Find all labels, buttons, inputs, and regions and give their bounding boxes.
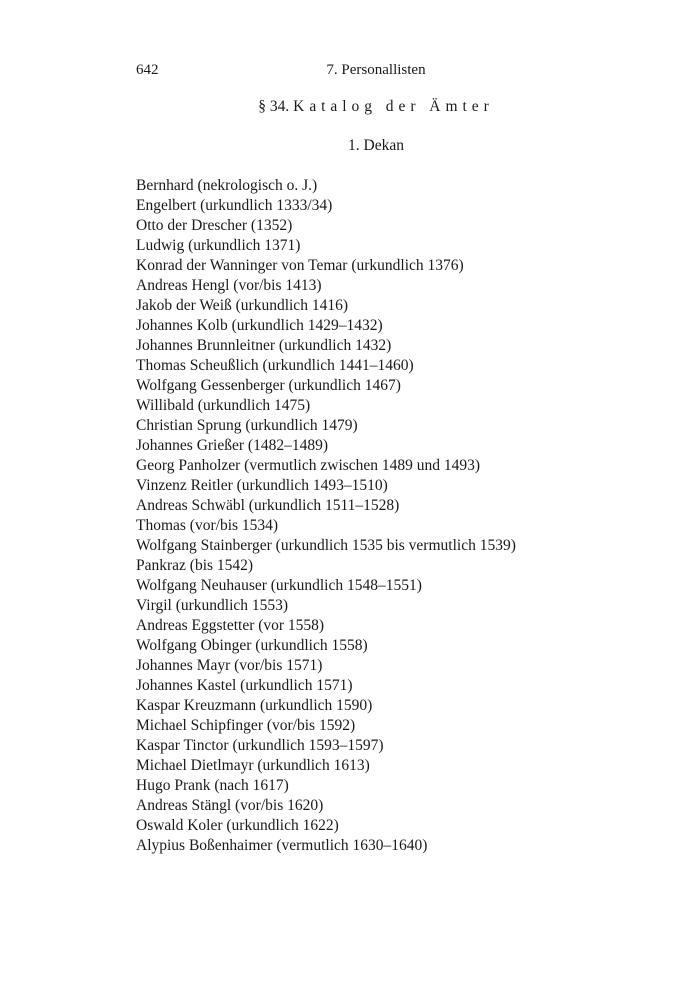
list-item: Engelbert (urkundlich 1333/34) (136, 197, 333, 214)
list-item: Kaspar Kreuzmann (urkundlich 1590) (136, 697, 373, 714)
list-item: Virgil (urkundlich 1553) (136, 597, 289, 614)
list-item: Johannes Mayr (vor/bis 1571) (136, 657, 323, 674)
list-item: Michael Dietlmayr (urkundlich 1613) (136, 757, 370, 774)
section-heading (0, 96, 700, 118)
list-item: Oswald Koler (urkundlich 1622) (136, 817, 339, 834)
list-item: Andreas Eggstetter (vor 1558) (136, 617, 325, 634)
list-item: Wolfgang Obinger (urkundlich 1558) (136, 637, 368, 654)
list-item: Christian Sprung (urkundlich 1479) (136, 417, 358, 434)
list-item: Jakob der Weiß (urkundlich 1416) (136, 297, 348, 314)
list-item: Wolfgang Gessenberger (urkundlich 1467) (136, 377, 401, 394)
list-item: Johannes Brunnleitner (urkundlich 1432) (136, 337, 392, 354)
list-item: Willibald (urkundlich 1475) (136, 397, 311, 414)
list-item: Georg Panholzer (vermutlich zwischen 1489 und 1493) (136, 457, 481, 474)
list-item: Thomas (vor/bis 1534) (136, 517, 279, 534)
list-item: Johannes Kolb (urkundlich 1429–1432) (136, 317, 383, 334)
list-item: Pankraz (bis 1542) (136, 557, 254, 574)
list-item: Andreas Hengl (vor/bis 1413) (136, 277, 322, 294)
list-item: Johannes Kastel (urkundlich 1571) (136, 677, 353, 694)
list-item: Andreas Stängl (vor/bis 1620) (136, 797, 324, 814)
list-item: Johannes Grießer (1482–1489) (136, 437, 328, 454)
list-item: Wolfgang Neuhauser (urkundlich 1548–1551) (136, 577, 422, 594)
list-item: Vinzenz Reitler (urkundlich 1493–1510) (136, 477, 388, 494)
list-item: Michael Schipfinger (vor/bis 1592) (136, 717, 356, 734)
running-head: 7. Personallisten (326, 62, 426, 78)
list-item: Bernhard (nekrologisch o. J.) (136, 177, 318, 194)
list-item: Konrad der Wanninger von Temar (urkundlich 1376) (136, 257, 464, 274)
dean-list (136, 176, 516, 856)
list-item: Hugo Prank (nach 1617) (136, 777, 289, 794)
section-symbol: § 34. (258, 98, 290, 115)
page-number: 642 (136, 62, 159, 78)
list-item: Kaspar Tinctor (urkundlich 1593–1597) (136, 737, 384, 754)
list-item: Ludwig (urkundlich 1371) (136, 237, 301, 254)
list-item: Thomas Scheußlich (urkundlich 1441–1460) (136, 357, 414, 374)
list-item: Wolfgang Stainberger (urkundlich 1535 bis vermutlich 1539) (136, 537, 516, 554)
list-item: Andreas Schwäbl (urkundlich 1511–1528) (136, 497, 400, 514)
section-title-text: Katalog der Ämter (293, 98, 494, 115)
list-item: Alypius Boßenhaimer (vermutlich 1630–1640) (136, 837, 428, 854)
list-item: Otto der Drescher (1352) (136, 217, 293, 234)
subsection-heading: 1. Dekan (348, 137, 404, 154)
